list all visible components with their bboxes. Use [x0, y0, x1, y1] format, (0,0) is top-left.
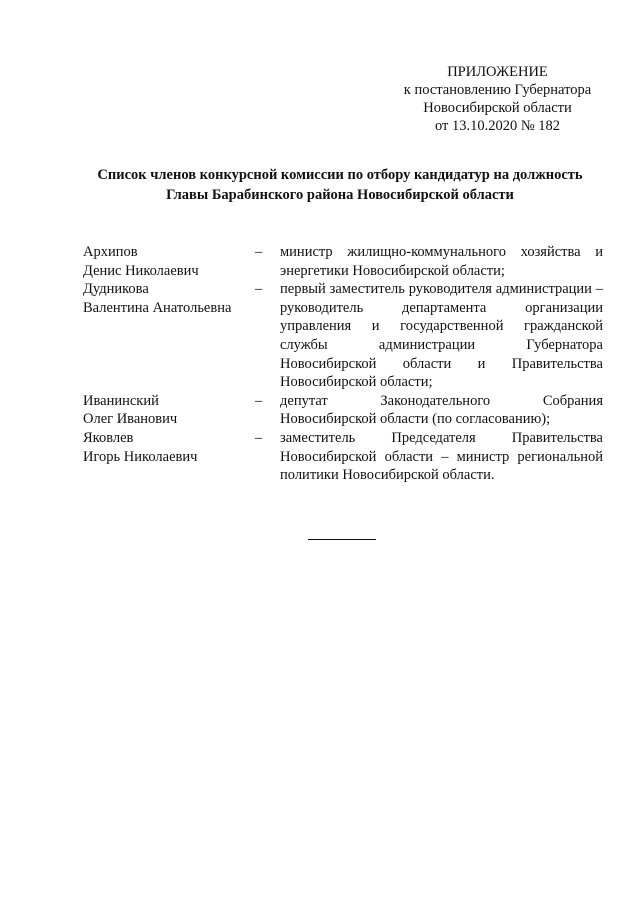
appendix-decree-ref: к постановлению Губернатора [403, 82, 592, 98]
appendix-region: Новосибирской области [423, 100, 572, 116]
member-name [83, 243, 255, 280]
member-name [83, 429, 255, 466]
member-dash: – [255, 429, 263, 446]
member-given-names: Игорь Николаевич [83, 448, 198, 465]
member-dash: – [255, 281, 263, 298]
appendix-date-number: от 13.10.2020 № 182 [434, 118, 561, 134]
member-name [83, 392, 255, 429]
appendix-header [385, 63, 610, 135]
end-separator-line [308, 539, 376, 540]
member-row [83, 243, 603, 280]
member-surname: Дудникова [83, 281, 149, 298]
member-given-names: Олег Иванович [83, 411, 178, 428]
member-given-names: Валентина Анатольевна [83, 299, 232, 316]
member-surname: Яковлев [83, 429, 134, 446]
member-surname: Архипов [83, 244, 138, 260]
member-row [83, 392, 603, 429]
member-name [83, 280, 255, 317]
member-role: министр жилищно-коммунального хозяйства и энергетики Новосибирской области; [280, 244, 603, 279]
member-row [83, 429, 603, 485]
member-surname: Иванинский [83, 392, 159, 409]
member-dash: – [255, 244, 263, 260]
member-dash: – [255, 392, 263, 409]
member-role: первый заместитель руководителя администрации – руководитель департамента организации управления и государственной гражданской службы администрации Губернатора Новосибирской области и Правительства Новосибирской области; [280, 281, 603, 391]
document-title [60, 165, 620, 205]
title-line-2: Главы Барабинского района Новосибирской области [166, 187, 514, 203]
member-row [83, 280, 603, 392]
member-given-names: Денис Николаевич [83, 262, 199, 279]
member-role: заместитель Председателя Правительства Новосибирской области – министр региональной политики Новосибирской области. [280, 429, 603, 484]
member-role: депутат Законодательного Собрания Новосибирской области (по согласованию); [280, 392, 603, 428]
appendix-label: ПРИЛОЖЕНИЕ [447, 64, 548, 80]
title-line-1: Список членов конкурсной комиссии по отбору кандидатур на должность [97, 167, 583, 183]
members-list [83, 243, 603, 485]
